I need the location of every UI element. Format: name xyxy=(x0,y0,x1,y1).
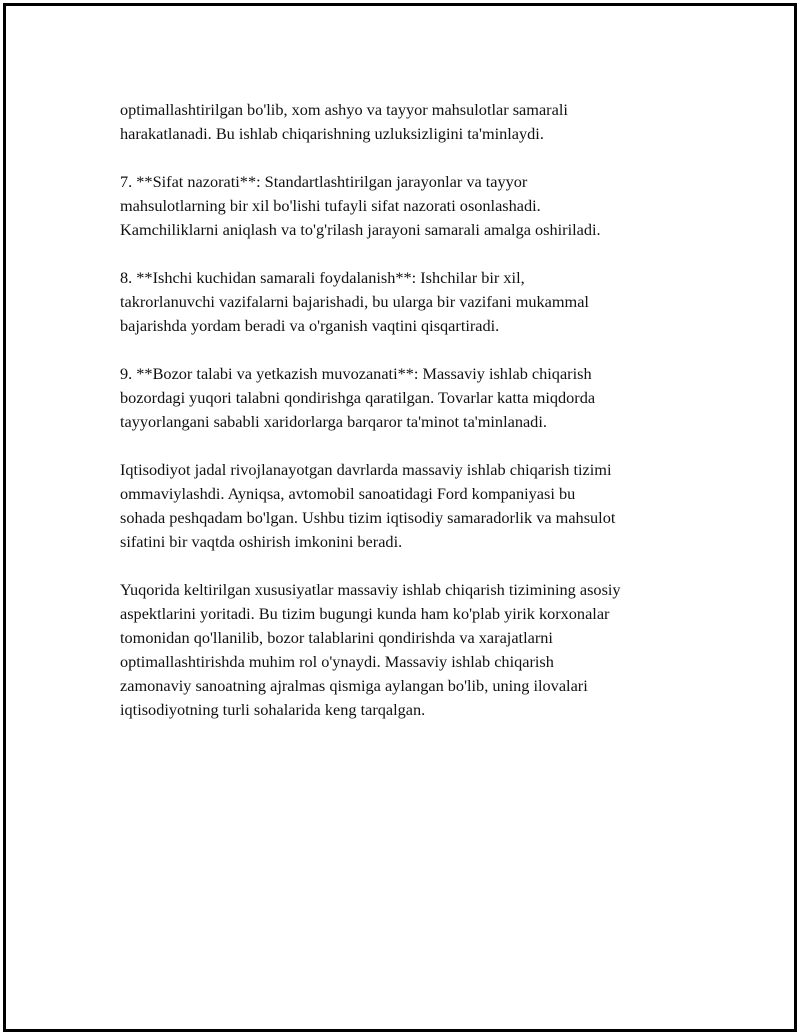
paragraph-conclusion xyxy=(120,578,720,722)
text-line: harakatlanadi. Bu ishlab chiqarishning uzluksizligini ta'minlaydi. xyxy=(120,124,544,143)
text-line: 8. **Ishchi kuchidan samarali foydalanish**: Ishchilar bir xil, xyxy=(120,268,525,287)
paragraph-item-8 xyxy=(120,266,720,338)
text-line: sifatini bir vaqtda oshirish imkonini beradi. xyxy=(120,532,403,551)
text-line: Yuqorida keltirilgan xususiyatlar massaviy ishlab chiqarish tizimining asosiy xyxy=(120,580,621,599)
text-line: mahsulotlarning bir xil bo'lishi tufayli sifat nazorati osonlashadi. xyxy=(120,196,541,215)
document-body xyxy=(120,98,720,746)
text-line: iqtisodiyotning turli sohalarida keng tarqalgan. xyxy=(120,700,426,719)
text-line: ommaviylashdi. Ayniqsa, avtomobil sanoatidagi Ford kompaniyasi bu xyxy=(120,484,576,503)
text-line: optimallashtirishda muhim rol o'ynaydi. Massaviy ishlab chiqarish xyxy=(120,652,554,671)
page-frame xyxy=(3,3,797,1032)
text-line: 9. **Bozor talabi va yetkazish muvozanati**: Massaviy ishlab chiqarish xyxy=(120,364,592,383)
text-line: aspektlarini yoritadi. Bu tizim bugungi kunda ham ko'plab yirik korxonalar xyxy=(120,604,610,623)
paragraph-history xyxy=(120,458,720,554)
text-line: sohada peshqadam bo'lgan. Ushbu tizim iqtisodiy samaradorlik va mahsulot xyxy=(120,508,616,527)
text-line: optimallashtirilgan bo'lib, xom ashyo va tayyor mahsulotlar samarali xyxy=(120,100,568,119)
paragraph-continuation xyxy=(120,98,720,146)
text-line: Kamchiliklarni aniqlash va to'g'rilash jarayoni samarali amalga oshiriladi. xyxy=(120,220,601,239)
text-line: bozordagi yuqori talabni qondirishga qaratilgan. Tovarlar katta miqdorda xyxy=(120,388,596,407)
text-line: takrorlanuvchi vazifalarni bajarishadi, bu ularga bir vazifani mukammal xyxy=(120,292,589,311)
paragraph-item-9 xyxy=(120,362,720,434)
text-line: bajarishda yordam beradi va o'rganish vaqtini qisqartiradi. xyxy=(120,316,500,335)
text-line: 7. **Sifat nazorati**: Standartlashtirilgan jarayonlar va tayyor xyxy=(120,172,528,191)
paragraph-item-7 xyxy=(120,170,720,242)
text-line: Iqtisodiyot jadal rivojlanayotgan davrlarda massaviy ishlab chiqarish tizimi xyxy=(120,460,612,479)
text-line: tomonidan qo'llanilib, bozor talablarini qondirishda va xarajatlarni xyxy=(120,628,553,647)
text-line: tayyorlangani sababli xaridorlarga barqaror ta'minot ta'minlanadi. xyxy=(120,412,547,431)
text-line: zamonaviy sanoatning ajralmas qismiga aylangan bo'lib, uning ilovalari xyxy=(120,676,588,695)
